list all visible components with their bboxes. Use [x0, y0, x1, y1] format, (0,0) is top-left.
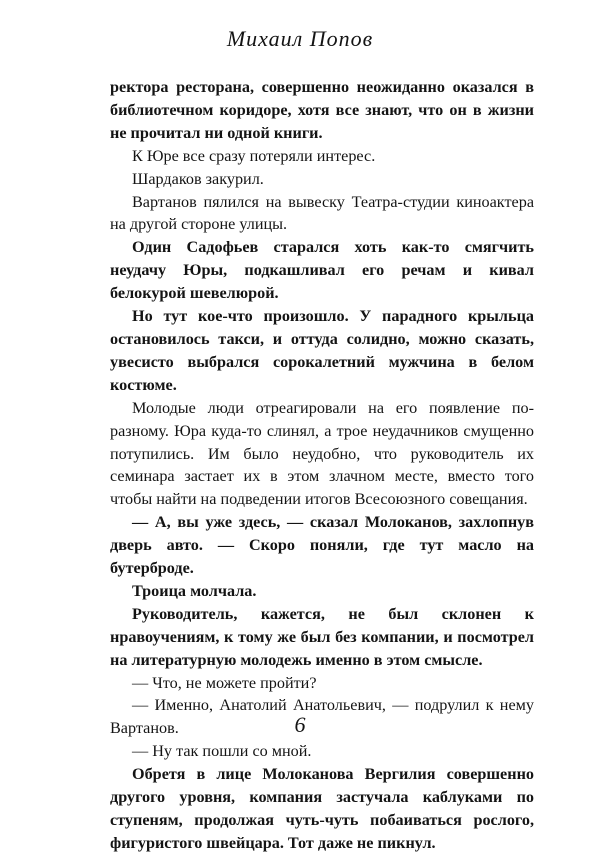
paragraph: — А, вы уже здесь, — сказал Молоканов, захлопнув дверь авто. — Скоро поняли, где тут масло на бутерброде. — [110, 513, 534, 578]
paragraph: Обретя в лице Молоканова Вергилия совершенно другого уровня, компания застучала каблуками по ступеням, продолжая чуть-чуть побаиваться рослого, фигуристого швейцара. Тот даже не пикнул. — [110, 765, 534, 852]
paragraph: Шардаков закурил. — [132, 169, 264, 188]
paragraph: ректора ресторана, совершенно неожиданно оказался в библиотечном коридоре, хотя все знают, что он в жизни не прочитал ни одной книги. — [110, 78, 534, 142]
paragraph: К Юре все сразу потеряли интерес. — [132, 146, 376, 165]
running-head: Михаил Попов — [226, 26, 374, 51]
paragraph: Руководитель, кажется, не был склонен к нравоучениям, к тому же был без компании, и посмотрел на литературную молодежь именно в этом смысле. — [110, 604, 534, 669]
paragraph: — Ну так пошли со мной. — [132, 742, 312, 761]
paragraph: — Что, не можете пройти? — [132, 673, 317, 692]
paragraph: Но тут кое-что произошло. У парадного крыльца остановилось такси, и оттуда солидно, можно сказать, увесисто выбрался сорокалетний мужчина в белом костюме. — [110, 307, 534, 394]
paragraph: Молодые люди отреагировали на его появление по-разному. Юра куда-то слинял, а трое неудачников смущенно потупились. Им было неудобно, что руководитель их семинара застает их в этом злачном месте, вместо того чтобы найти на подведении итогов Всесоюзного совещания. — [110, 398, 534, 509]
paragraph: Вартанов пялился на вывеску Театра-студии киноактера на другой стороне улицы. — [110, 192, 534, 234]
paragraph: Один Садофьев старался хоть как-то смягчить неудачу Юры, подкашливал его речам и кивал белокурой шевелюрой. — [110, 238, 534, 303]
paragraph: — Именно, Анатолий Анатольевич, — подрулил к нему Вартанов. — [110, 696, 534, 738]
paragraph: Троица молчала. — [132, 581, 257, 600]
page-number: 6 — [294, 712, 306, 737]
